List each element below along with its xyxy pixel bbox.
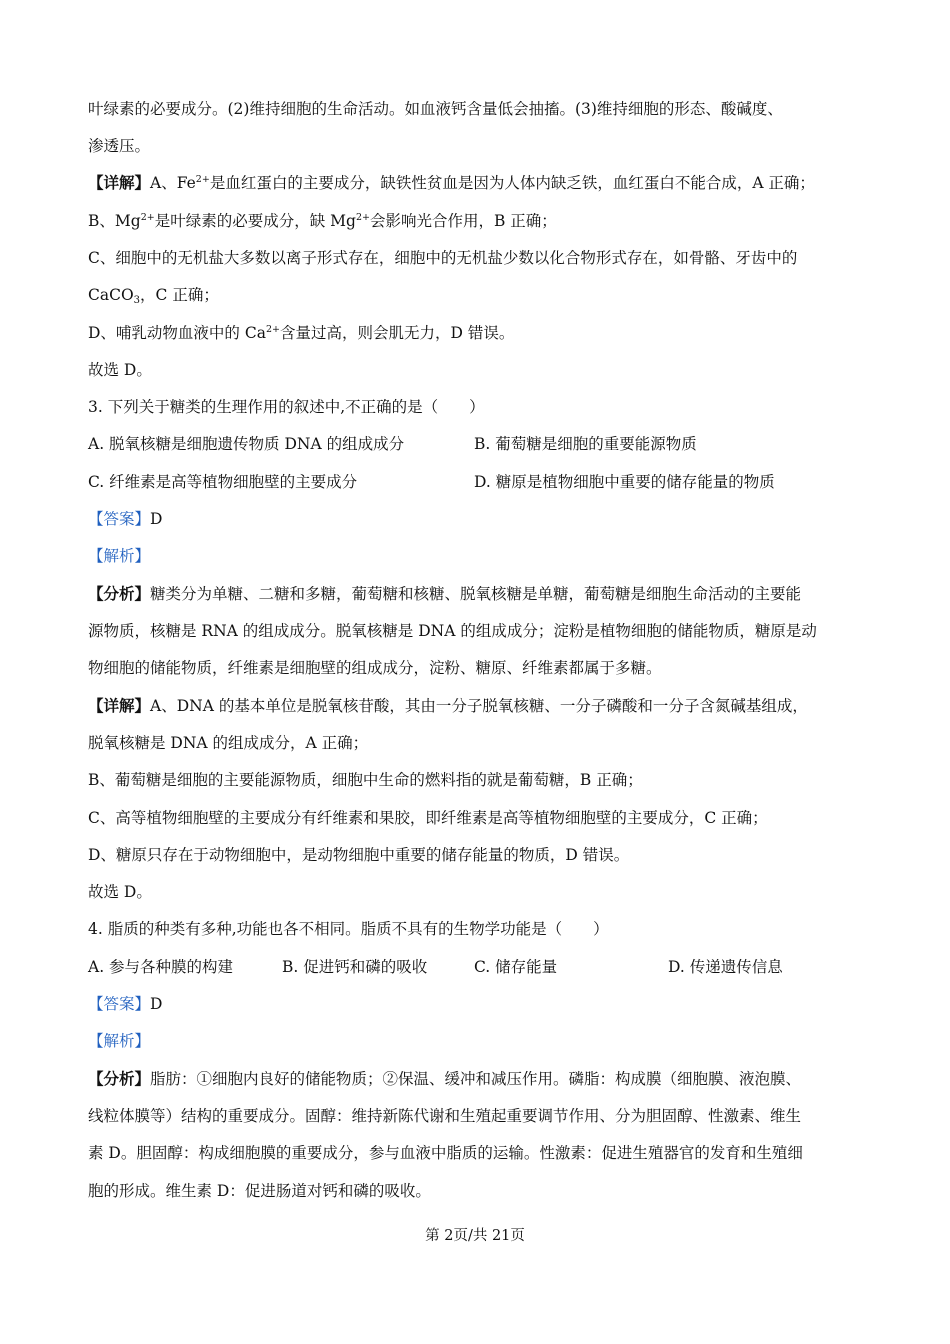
text: B、Mg (88, 212, 141, 230)
detail-line: C、高等植物细胞壁的主要成分有纤维素和果胶，即纤维素是高等植物细胞壁的主要成分，C 正确； (88, 809, 768, 827)
text: 糖类分为单糖、二糖和多糖，葡萄糖和核糖、脱氧核糖是单糖，葡萄糖是细胞生命活动的主要能 (150, 585, 802, 603)
text: D、哺乳动物血液中的 Ca (88, 324, 266, 342)
answer-value: D (150, 510, 163, 528)
fenxi-tag: 【分析】 (88, 584, 151, 603)
superscript: 2+ (265, 324, 280, 335)
conclusion-line: 故选 D。 (88, 883, 152, 901)
detail-line: 脱氧核糖是 DNA 的组成成分，A 正确； (88, 734, 369, 752)
option-b: B. 葡萄糖是细胞的重要能源物质 (474, 435, 697, 453)
detail-line (88, 172, 862, 194)
superscript: 2+ (195, 174, 210, 185)
answer-line (88, 993, 862, 1015)
superscript: 2+ (140, 212, 155, 223)
fenxi-line: 线粒体膜等）结构的重要成分。固醇：维持新陈代谢和生殖起重要调节作用、分为胆固醇、性激素、维生 (88, 1107, 802, 1125)
option-b: B. 促进钙和磷的吸收 (282, 958, 428, 976)
detail-line: D、糖原只存在于动物细胞中，是动物细胞中重要的储存能量的物质，D 错误。 (88, 846, 630, 864)
detail-line (88, 695, 862, 717)
detail-tag: 【详解】 (88, 173, 151, 192)
paragraph-line: 叶绿素的必要成分。(2)维持细胞的生命活动。如血液钙含量低会抽搐。(3)维持细胞的形态、酸碱度、 (88, 100, 783, 118)
text: 会影响光合作用，B 正确； (369, 212, 557, 230)
fenxi-line: 素 D。胆固醇：构成细胞膜的重要成分，参与血液中脂质的运输。性激素：促进生殖器官的发育和生殖细 (88, 1144, 803, 1162)
fenxi-line (88, 583, 862, 605)
question-stem: 4. 脂质的种类有多种,功能也各不相同。脂质不具有的生物学功能是（ ） (88, 920, 609, 938)
analysis-tag: 【解析】 (88, 1032, 151, 1050)
detail-line (88, 322, 862, 344)
conclusion-line: 故选 D。 (88, 361, 152, 379)
fenxi-line (88, 1068, 862, 1090)
text: ，C 正确； (140, 286, 219, 304)
detail-line: B、葡萄糖是细胞的主要能源物质，细胞中生命的燃料指的就是葡萄糖，B 正确； (88, 771, 643, 789)
answer-tag: 【答案】 (88, 995, 151, 1013)
analysis-tag: 【解析】 (88, 547, 151, 565)
fenxi-line: 胞的形成。维生素 D：促进肠道对钙和磷的吸收。 (88, 1182, 431, 1200)
paragraph-line: 渗透压。 (88, 137, 151, 155)
fenxi-line: 物细胞的储能物质，纤维素是细胞壁的组成成分，淀粉、糖原、纤维素都属于多糖。 (88, 659, 662, 677)
text: 是叶绿素的必要成分，缺 Mg (154, 212, 356, 230)
fenxi-tag: 【分析】 (88, 1069, 151, 1088)
answer-line (88, 508, 862, 530)
option-c: C. 储存能量 (474, 958, 558, 976)
fenxi-line: 源物质，核糖是 RNA 的组成成分。脱氧核糖是 DNA 的组成成分；淀粉是植物细胞的储能物质，糖原是动 (88, 622, 817, 640)
detail-line: C、细胞中的无机盐大多数以离子形式存在，细胞中的无机盐少数以化合物形式存在，如骨骼、牙齿中的 (88, 249, 798, 267)
detail-line (88, 210, 862, 232)
text: 是血红蛋白的主要成分，缺铁性贫血是因为人体内缺乏铁，血红蛋白不能合成，A 正确； (209, 174, 815, 192)
text: CaCO (88, 286, 134, 304)
option-a: A. 参与各种膜的构建 (88, 958, 234, 976)
option-d: D. 传递遗传信息 (668, 958, 783, 976)
text: 脂肪：①细胞内良好的储能物质；②保温、缓冲和减压作用。磷脂：构成膜（细胞膜、液泡膜、 (150, 1070, 802, 1088)
answer-tag: 【答案】 (88, 510, 151, 528)
text: A、Fe (150, 174, 196, 192)
detail-tag: 【详解】 (88, 696, 151, 715)
question-stem: 3. 下列关于糖类的生理作用的叙述中,不正确的是（ ） (88, 398, 485, 416)
answer-value: D (150, 995, 163, 1013)
option-d: D. 糖原是植物细胞中重要的储存能量的物质 (474, 473, 775, 491)
text: 含量过高，则会肌无力，D 错误。 (279, 324, 515, 342)
subscript: 3 (133, 295, 141, 306)
option-c: C. 纤维素是高等植物细胞壁的主要成分 (88, 473, 358, 491)
page-footer: 第 2页/共 21页 (425, 1228, 525, 1244)
option-a: A. 脱氧核糖是细胞遗传物质 DNA 的组成成分 (88, 435, 405, 453)
detail-line (88, 284, 862, 306)
superscript: 2+ (355, 212, 370, 223)
text: A、DNA 的基本单位是脱氧核苷酸，其由一分子脱氧核糖、一分子磷酸和一分子含氮碱基组成， (150, 697, 808, 715)
